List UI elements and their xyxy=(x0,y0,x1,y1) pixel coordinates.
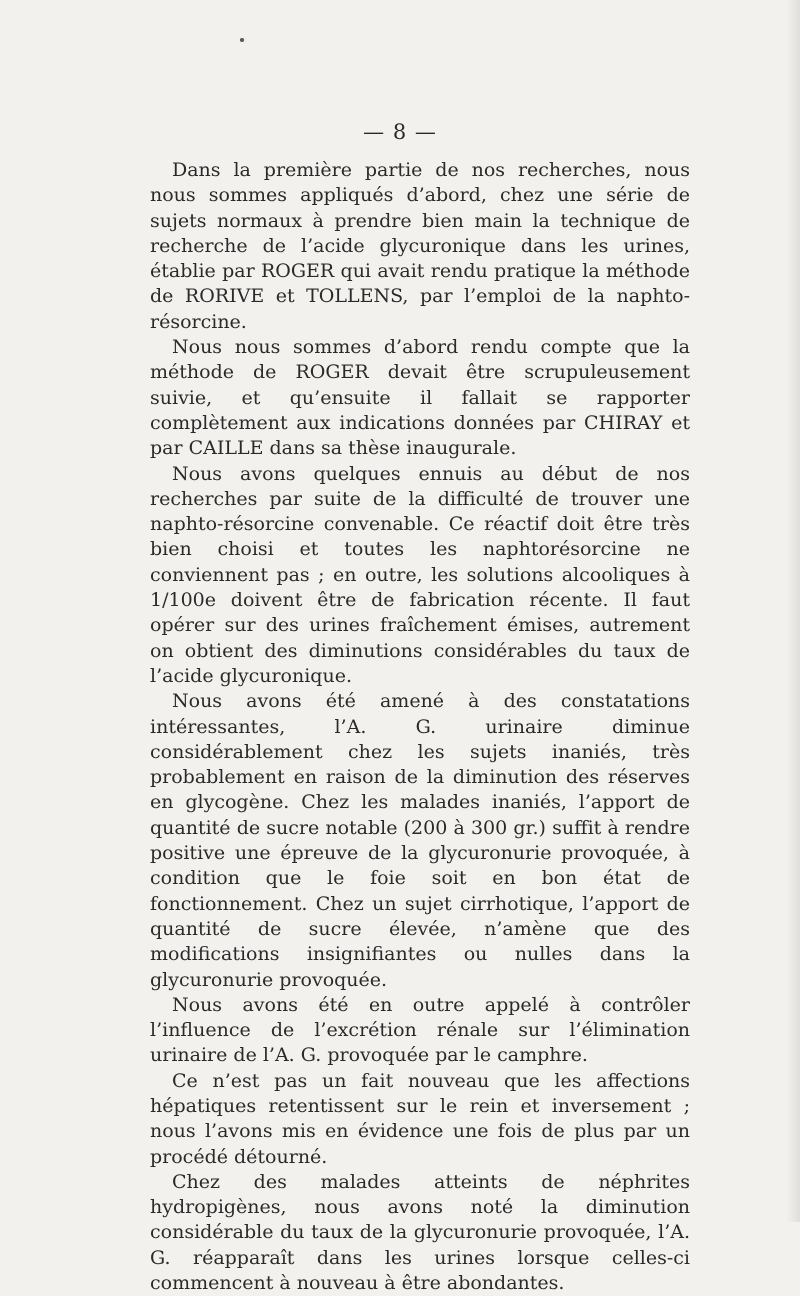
paragraph-6: Ce n’est pas un fait nouveau que les affections hépatiques retentissent sur le rein et inversement ; nous l’avons mis en évidence une fois de plus par un procédé détourné. xyxy=(150,1069,690,1168)
page-edge-shadow xyxy=(786,0,800,1222)
body-text xyxy=(150,158,690,1296)
paragraph-7: Chez des malades atteints de néphrites hydropigènes, nous avons noté la diminution considérable du taux de la glycuronurie provoquée, l’A. G. réapparaît dans les urines lorsque celles-ci commencent à nouveau à être abondantes. xyxy=(150,1170,690,1295)
paragraph-4: Nous avons été amené à des constatations intéressantes, l’A. G. urinaire diminue considérablement chez les sujets inaniés, très probablement en raison de la diminution des réserves en glycogène. Chez les malades inaniés, l’apport de quantité de sucre notable (200 à 300 gr.) suffit à rendre positive une épreuve de la glycuronurie provoquée, à condition que le foie soit en bon état de fonctionnement. Chez un sujet cirrhotique, l’apport de quantité de sucre élevée, n’amène que des modifications insignifiantes ou nulles dans la glycuronurie provoquée. xyxy=(150,690,690,991)
paragraph-5: Nous avons été en outre appelé à contrôler l’influence de l’excrétion rénale sur l’élimination urinaire de l’A. G. provoquée par le camphre. xyxy=(150,993,690,1067)
paragraph-2: Nous nous sommes d’abord rendu compte que la méthode de ROGER devait être scrupuleusement suivie, et qu’ensuite il fallait se rapporter complètement aux indications données par CHIRAY et par CAILLE dans sa thèse inaugurale. xyxy=(150,336,690,460)
paragraph-1: Dans la première partie de nos recherches, nous nous sommes appliqués d’abord, chez une série de sujets normaux à prendre bien main la technique de recherche de l’acide glycuronique dans les urines, établie par ROGER qui avait rendu pratique la méthode de RORIVE et TOLLENS, par l’emploi de la naphto-résorcine. xyxy=(150,159,690,333)
ink-speck xyxy=(240,38,244,42)
paragraph-3: Nous avons quelques ennuis au début de nos recherches par suite de la difficulté de trouver une naphto-résorcine convenable. Ce réactif doit être très bien choisi et toutes les naphtorésorcine ne conviennent pas ; en outre, les solutions alcooliques à 1/100e doivent être de fabrication récente. Il faut opérer sur des urines fraîchement émises, autrement on obtient des diminutions considérables du taux de l’acide glycuronique. xyxy=(150,462,690,687)
page-number: — 8 — xyxy=(363,120,437,144)
